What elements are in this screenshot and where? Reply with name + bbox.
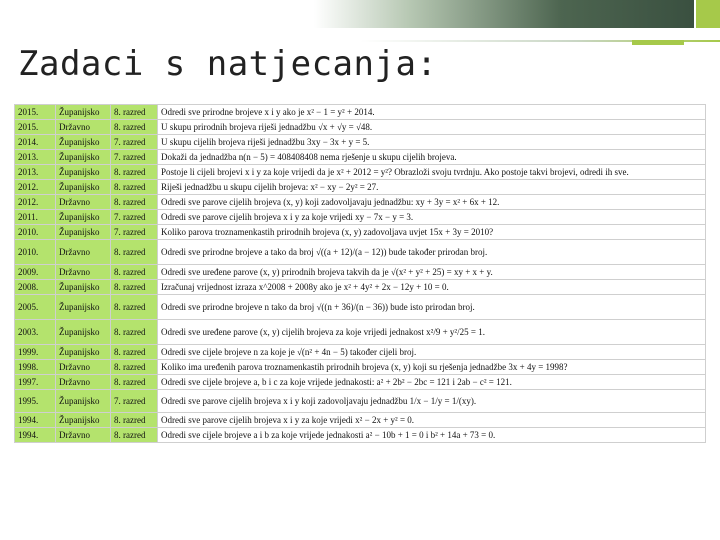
task-cell: U skupu prirodnih brojeva riješi jednadžbu √x + √y = √48.	[158, 120, 706, 135]
year-cell: 2011.	[15, 210, 56, 225]
top-green-block	[696, 0, 720, 28]
table-row	[15, 240, 706, 265]
tasks-table-wrap	[14, 104, 706, 443]
task-cell: Postoje li cijeli brojevi x i y za koje vrijedi da je x² + 2012 = y²? Obrazloži svoju tvrdnju. Ako postoje takvi brojevi, odredi ih sve.	[158, 165, 706, 180]
table-row	[15, 320, 706, 345]
task-cell: Odredi sve parove cijelih brojeva x i y koji zadovoljavaju jednadžbu 1/x − 1/y = 1/(xy).	[158, 390, 706, 413]
grade-cell: 8. razred	[111, 428, 158, 443]
year-cell: 1997.	[15, 375, 56, 390]
grade-cell: 8. razred	[111, 240, 158, 265]
grade-cell: 8. razred	[111, 413, 158, 428]
table-row	[15, 265, 706, 280]
year-cell: 2013.	[15, 150, 56, 165]
table-row	[15, 225, 706, 240]
table-row	[15, 295, 706, 320]
level-cell: Državno	[56, 240, 111, 265]
tasks-table	[14, 104, 706, 443]
task-cell: Odredi sve prirodne brojeve a tako da broj √((a + 12)/(a − 12)) bude također prirodan broj.	[158, 240, 706, 265]
grade-cell: 8. razred	[111, 295, 158, 320]
table-row	[15, 165, 706, 180]
task-cell: Riješi jednadžbu u skupu cijelih brojeva: x² − xy − 2y² = 27.	[158, 180, 706, 195]
table-row	[15, 345, 706, 360]
level-cell: Županijsko	[56, 210, 111, 225]
year-cell: 2005.	[15, 295, 56, 320]
slide-title: Zadaci s natjecanja:	[18, 44, 438, 84]
grade-cell: 8. razred	[111, 165, 158, 180]
table-row	[15, 195, 706, 210]
grade-cell: 8. razred	[111, 320, 158, 345]
level-cell: Državno	[56, 195, 111, 210]
task-cell: Odredi sve parove cijelih brojeva x i y za koje vrijedi x² − 2x + y² = 0.	[158, 413, 706, 428]
year-cell: 1999.	[15, 345, 56, 360]
level-cell: Županijsko	[56, 320, 111, 345]
level-cell: Županijsko	[56, 345, 111, 360]
title-accent-bar	[632, 40, 684, 45]
year-cell: 2014.	[15, 135, 56, 150]
task-cell: Odredi sve parove cijelih brojeva x i y za koje vrijedi xy − 7x − y = 3.	[158, 210, 706, 225]
table-row	[15, 280, 706, 295]
level-cell: Županijsko	[56, 225, 111, 240]
level-cell: Državno	[56, 375, 111, 390]
year-cell: 2008.	[15, 280, 56, 295]
table-row	[15, 180, 706, 195]
grade-cell: 8. razred	[111, 180, 158, 195]
table-row	[15, 390, 706, 413]
grade-cell: 7. razred	[111, 225, 158, 240]
grade-cell: 7. razred	[111, 390, 158, 413]
task-cell: Odredi sve uređene parove (x, y) prirodnih brojeva takvih da je √(x² + y² + 25) = xy + x + y.	[158, 265, 706, 280]
year-cell: 1994.	[15, 428, 56, 443]
level-cell: Županijsko	[56, 105, 111, 120]
table-row	[15, 413, 706, 428]
year-cell: 2010.	[15, 225, 56, 240]
year-cell: 2012.	[15, 195, 56, 210]
level-cell: Županijsko	[56, 413, 111, 428]
level-cell: Županijsko	[56, 165, 111, 180]
year-cell: 1994.	[15, 413, 56, 428]
table-row	[15, 360, 706, 375]
table-row	[15, 375, 706, 390]
table-row	[15, 428, 706, 443]
table-row	[15, 135, 706, 150]
top-decoration-bar	[0, 0, 720, 28]
level-cell: Županijsko	[56, 180, 111, 195]
table-row	[15, 120, 706, 135]
year-cell: 2003.	[15, 320, 56, 345]
task-cell: Odredi sve cijele brojeve a i b za koje vrijede jednakosti a² − 10b + 1 = 0 i b² + 14a + 73 = 0.	[158, 428, 706, 443]
task-cell: Izračunaj vrijednost izraza x^2008 + 2008y ako je x² + 4y² + 2x − 12y + 10 = 0.	[158, 280, 706, 295]
grade-cell: 8. razred	[111, 105, 158, 120]
task-cell: Odredi sve prirodne brojeve n tako da broj √((n + 36)/(n − 36)) bude isto prirodan broj.	[158, 295, 706, 320]
grade-cell: 8. razred	[111, 375, 158, 390]
year-cell: 1998.	[15, 360, 56, 375]
level-cell: Županijsko	[56, 150, 111, 165]
task-cell: Odredi sve cijele brojeve a, b i c za koje vrijede jednakosti: a² + 2b² − 2bc = 121 i 2ab − c² = 121.	[158, 375, 706, 390]
table-row	[15, 105, 706, 120]
grade-cell: 8. razred	[111, 360, 158, 375]
year-cell: 2015.	[15, 105, 56, 120]
grade-cell: 8. razred	[111, 280, 158, 295]
grade-cell: 8. razred	[111, 120, 158, 135]
table-row	[15, 150, 706, 165]
task-cell: Odredi sve cijele brojeve n za koje je √(n² + 4n − 5) također cijeli broj.	[158, 345, 706, 360]
level-cell: Županijsko	[56, 390, 111, 413]
grade-cell: 7. razred	[111, 150, 158, 165]
level-cell: Županijsko	[56, 135, 111, 150]
year-cell: 2009.	[15, 265, 56, 280]
tasks-table-body	[15, 105, 706, 443]
level-cell: Državno	[56, 120, 111, 135]
level-cell: Državno	[56, 360, 111, 375]
grade-cell: 8. razred	[111, 265, 158, 280]
task-cell: Odredi sve uređene parove (x, y) cijelih brojeva za koje vrijedi jednakost x²/9 + y²/25 = 1.	[158, 320, 706, 345]
grade-cell: 8. razred	[111, 345, 158, 360]
grade-cell: 8. razred	[111, 195, 158, 210]
table-row	[15, 210, 706, 225]
level-cell: Županijsko	[56, 295, 111, 320]
task-cell: U skupu cijelih brojeva riješi jednadžbu 3xy − 3x + y = 5.	[158, 135, 706, 150]
task-cell: Dokaži da jednadžba n(n − 5) = 408408408 nema rješenje u skupu cijelih brojeva.	[158, 150, 706, 165]
task-cell: Koliko ima uređenih parova troznamenkastih prirodnih brojeva (x, y) koji su rješenja jednadžbe 3x + 4y = 1998?	[158, 360, 706, 375]
year-cell: 2010.	[15, 240, 56, 265]
grade-cell: 7. razred	[111, 210, 158, 225]
level-cell: Državno	[56, 428, 111, 443]
task-cell: Odredi sve parove cijelih brojeva (x, y) koji zadovoljavaju jednadžbu: xy + 3y = x² + 6x + 12.	[158, 195, 706, 210]
year-cell: 2015.	[15, 120, 56, 135]
task-cell: Odredi sve prirodne brojeve x i y ako je x² − 1 = y² + 2014.	[158, 105, 706, 120]
year-cell: 2012.	[15, 180, 56, 195]
year-cell: 2013.	[15, 165, 56, 180]
level-cell: Županijsko	[56, 280, 111, 295]
top-gradient-band	[314, 0, 694, 28]
level-cell: Državno	[56, 265, 111, 280]
year-cell: 1995.	[15, 390, 56, 413]
grade-cell: 7. razred	[111, 135, 158, 150]
task-cell: Koliko parova troznamenkastih prirodnih brojeva (x, y) zadovoljava uvjet 15x + 3y = 2010?	[158, 225, 706, 240]
